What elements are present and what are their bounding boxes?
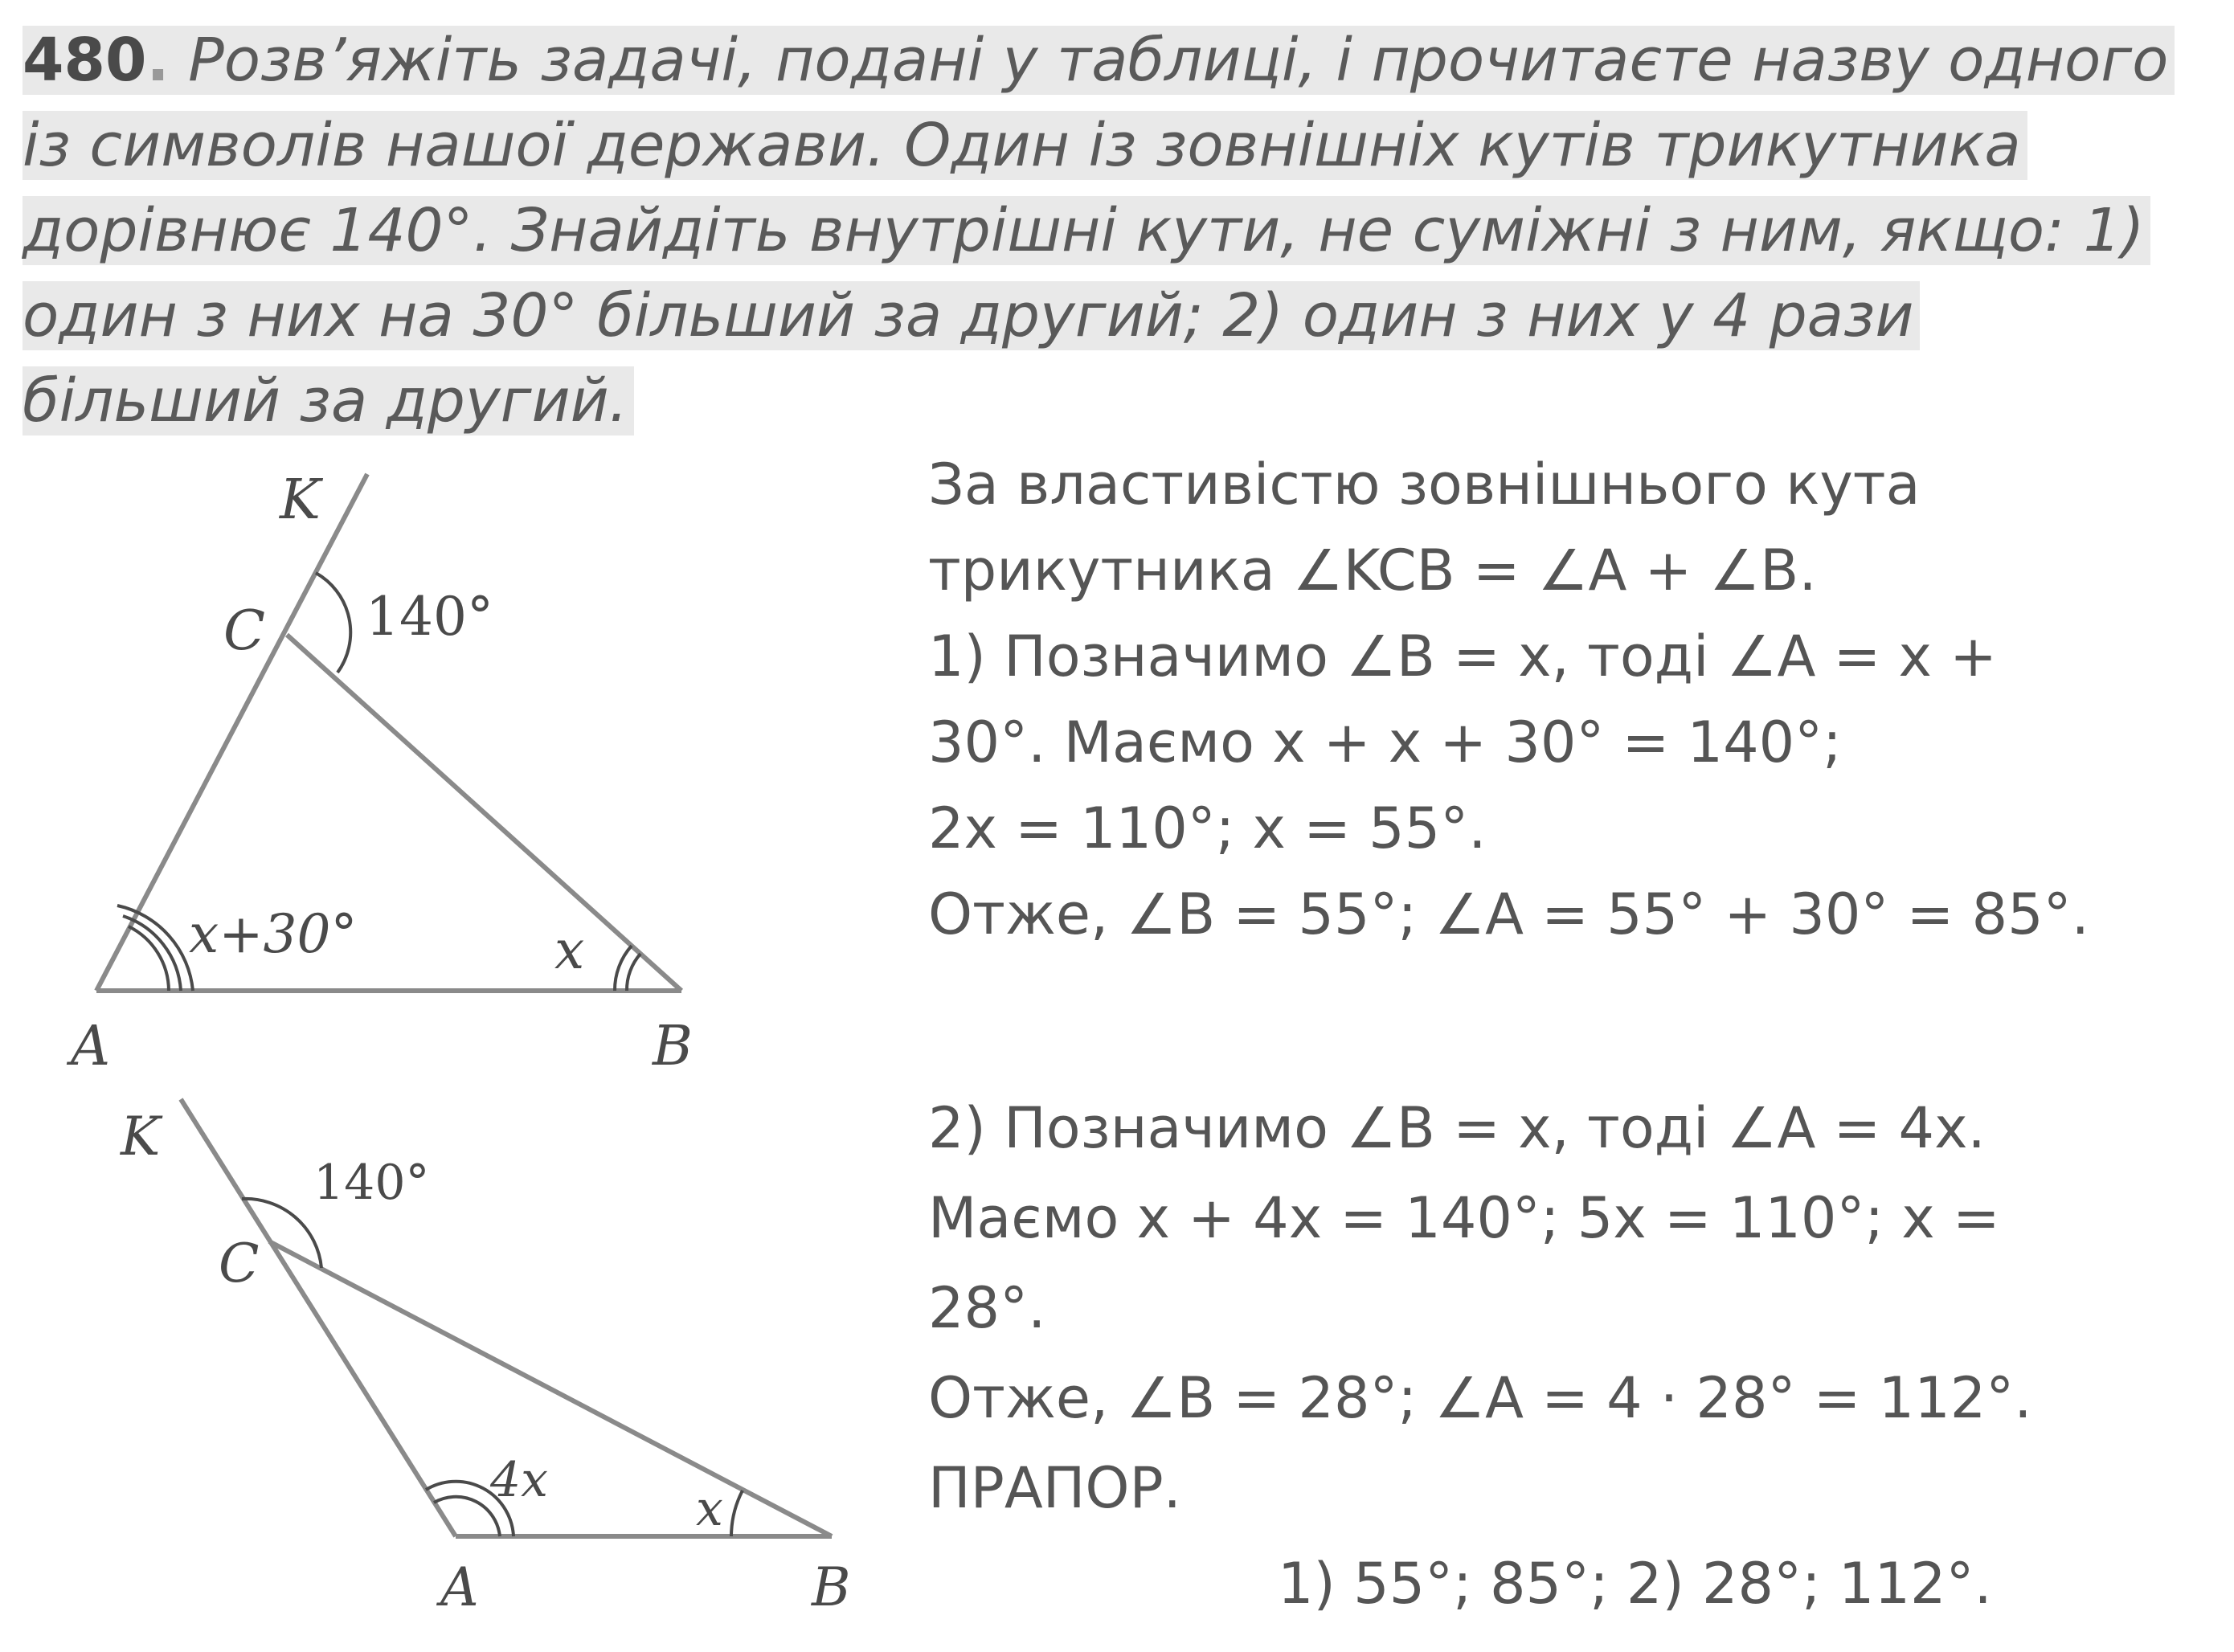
label-k-1: K bbox=[280, 468, 321, 532]
label-k-2: K bbox=[121, 1106, 161, 1167]
angle-b-arc-2a bbox=[731, 1490, 743, 1536]
problem-statement bbox=[23, 18, 2224, 444]
solution2-line-4: Отже, ∠B = 28°; ∠A = 4 ⋅ 28° = 112°. bbox=[928, 1365, 2032, 1431]
angle-b-label-1: x bbox=[554, 919, 585, 981]
solution1-line-3: 1) Позначимо ∠B = x, тоді ∠A = x + bbox=[928, 624, 1997, 689]
label-a-1: A bbox=[71, 1015, 111, 1078]
angle-a-arc-1 bbox=[129, 926, 169, 991]
label-c-1: C bbox=[223, 599, 266, 663]
solution1-line-4: 30°. Маємо x + x + 30° = 140°; bbox=[928, 709, 1842, 775]
problem-number-dot: . bbox=[146, 26, 170, 95]
solution1-line-1: За властивістю зовнішнього кута bbox=[928, 452, 1921, 517]
solution1-line-6: Отже, ∠B = 55°; ∠A = 55° + 30° = 85°. bbox=[928, 881, 2089, 947]
side-c-b-2 bbox=[269, 1241, 832, 1536]
solution1-line-2: трикутника ∠KCB = ∠A + ∠B. bbox=[928, 538, 1817, 603]
solution2-line-1: 2) Позначимо ∠B = x, тоді ∠A = 4x. bbox=[928, 1095, 1986, 1161]
problem-line-5: більший за другий. bbox=[23, 366, 634, 435]
exterior-angle-label-2: 140° bbox=[313, 1155, 430, 1211]
triangle-figure-1 bbox=[48, 458, 771, 1088]
problem-line-1: Розв’яжіть задачі, подані у таблиці, і прочитаєте назву одного bbox=[188, 26, 2169, 95]
label-b-2: B bbox=[812, 1556, 851, 1618]
angle-b-label-2: x bbox=[696, 1481, 723, 1537]
problem-line-4: один з них на 30° більший за другий; 2) один з них у 4 рази bbox=[23, 281, 1920, 350]
final-answer: 1) 55°; 85°; 2) 28°; 112°. bbox=[1278, 1551, 1992, 1617]
triangle-figure-2 bbox=[48, 1077, 900, 1626]
solution1-line-5: 2x = 110°; x = 55°. bbox=[928, 795, 1487, 861]
label-a-2: A bbox=[440, 1556, 479, 1618]
problem-line-2: із символів нашої держави. Один із зовнішніх кутів трикутника bbox=[23, 111, 2027, 180]
exterior-angle-arc bbox=[316, 573, 350, 673]
label-c-2: C bbox=[219, 1233, 260, 1294]
exterior-angle-label-1: 140° bbox=[366, 586, 493, 648]
solution2-line-3: 28°. bbox=[928, 1275, 1046, 1341]
solution2-line-2: Маємо x + 4x = 140°; 5x = 110°; x = bbox=[928, 1185, 2000, 1251]
problem-number: 480 bbox=[23, 26, 147, 95]
label-b-1: B bbox=[653, 1015, 693, 1078]
solution-part-1 bbox=[928, 442, 2222, 958]
angle-b-arc-2 bbox=[615, 946, 632, 991]
solution2-line-5: ПРАПОР. bbox=[928, 1455, 1181, 1521]
angle-b-arc-1 bbox=[627, 954, 640, 991]
solution-part-2 bbox=[928, 1083, 2222, 1533]
problem-line-3: дорівнює 140°. Знайдіть внутрішні кути, не суміжні з ним, якщо: 1) bbox=[23, 196, 2150, 265]
angle-a-label-2: 4x bbox=[490, 1452, 549, 1508]
angle-a-label-1: x+30° bbox=[189, 903, 358, 965]
